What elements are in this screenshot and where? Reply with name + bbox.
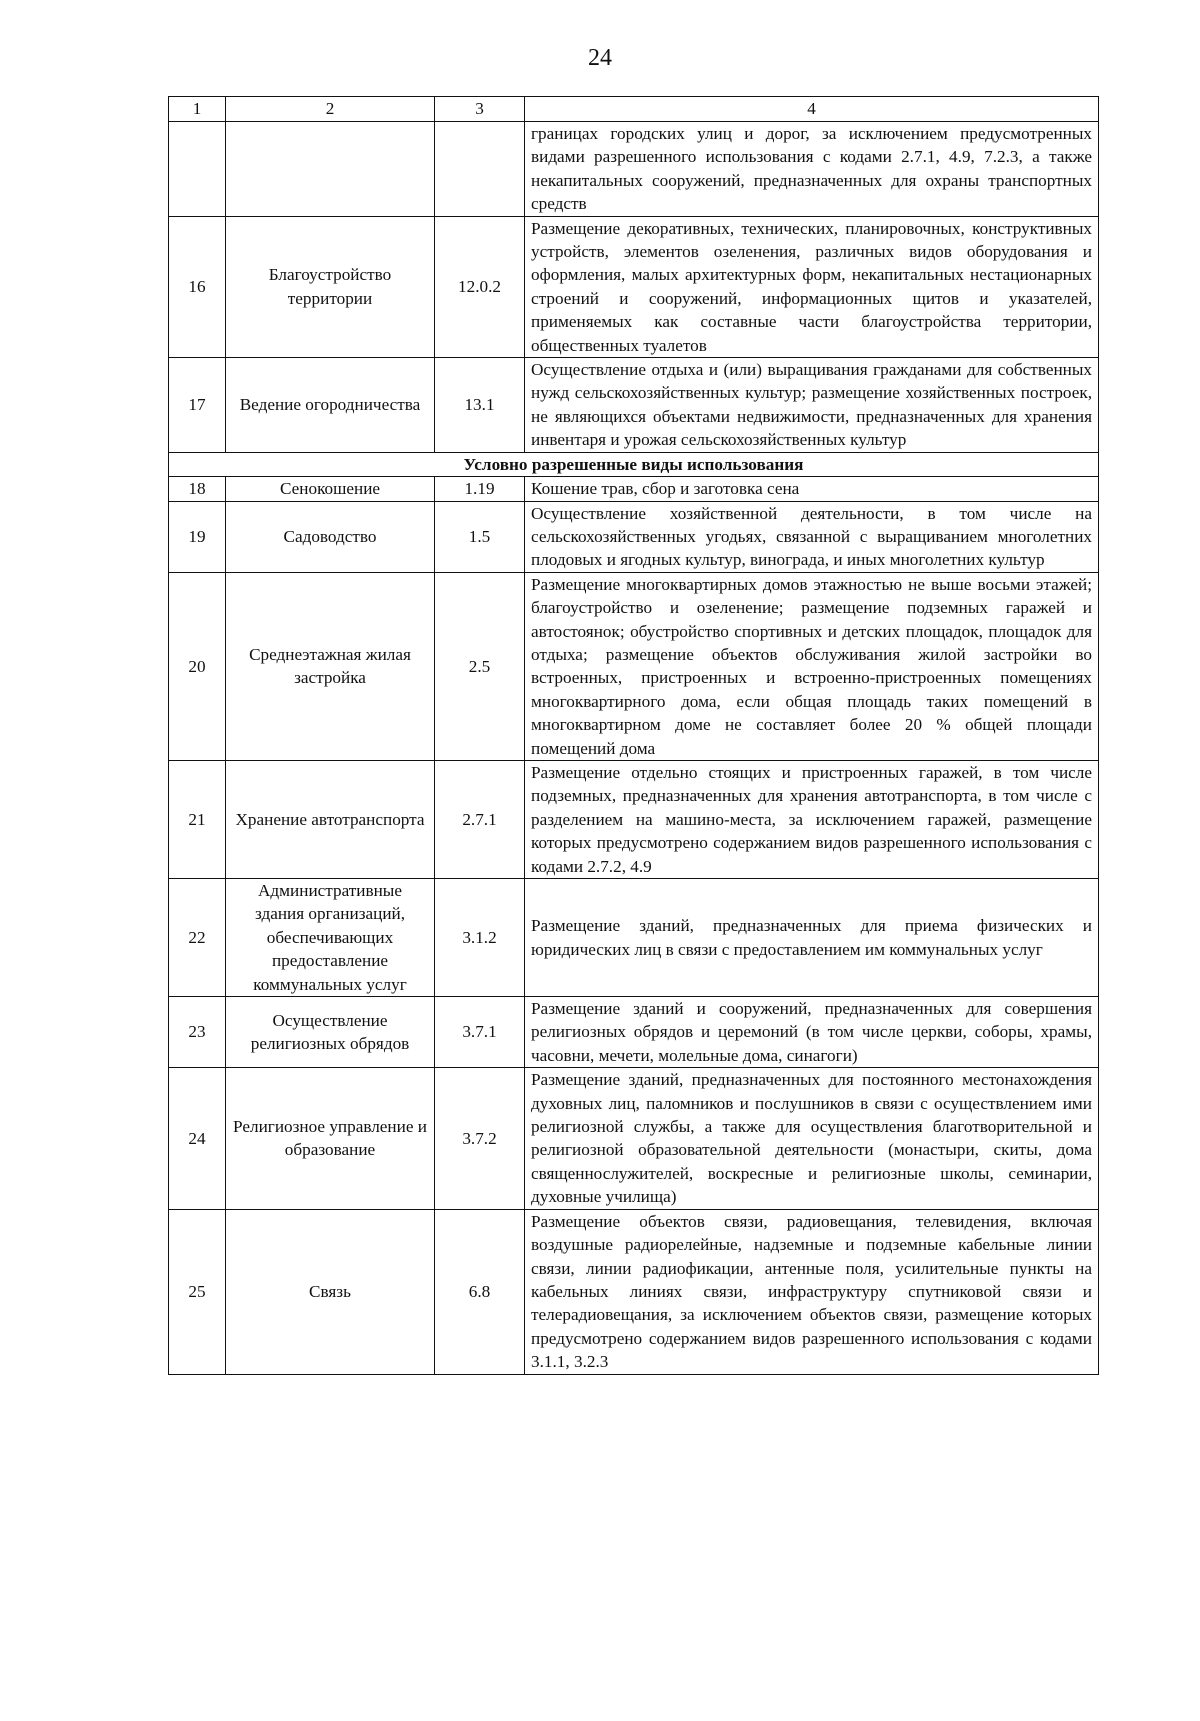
- table-row: [169, 997, 1099, 1068]
- use-type-name: Благоустройство территории: [226, 216, 435, 357]
- use-type-description: Размещение зданий, предназначенных для приема физических и юридических лиц в связи с предоставлением им коммунальных услуг: [525, 879, 1099, 997]
- use-type-code: 6.8: [435, 1209, 525, 1374]
- continuation-text: границах городских улиц и дорог, за исключением предусмотренных видами разрешенного использования с кодами 2.7.1, 4.9, 7.2.3, а также некапитальных сооружений, предназначенных для охраны транспортных средств: [525, 122, 1099, 217]
- use-type-code: 12.0.2: [435, 216, 525, 357]
- row-number: 16: [169, 216, 226, 357]
- use-type-name: Связь: [226, 1209, 435, 1374]
- use-type-code: 3.1.2: [435, 879, 525, 997]
- table-row: [169, 760, 1099, 878]
- table-header: [169, 97, 1099, 122]
- use-type-name: Сенокошение: [226, 477, 435, 501]
- use-type-name: Среднеэтажная жилая застройка: [226, 572, 435, 760]
- header-col-2: 2: [226, 97, 435, 122]
- use-type-name: Ведение огородничества: [226, 358, 435, 453]
- table-body: [169, 122, 1099, 1375]
- row-number: 23: [169, 997, 226, 1068]
- use-type-name: Административные здания организаций, обеспечивающих предоставление коммунальных услуг: [226, 879, 435, 997]
- use-type-name: Хранение автотранспорта: [226, 760, 435, 878]
- use-type-code: 2.7.1: [435, 760, 525, 878]
- header-row: [169, 97, 1099, 122]
- use-type-name: Религиозное управление и образование: [226, 1068, 435, 1209]
- row-number: 21: [169, 760, 226, 878]
- header-col-1: 1: [169, 97, 226, 122]
- empty-cell: [169, 122, 226, 217]
- use-type-description: Кошение трав, сбор и заготовка сена: [525, 477, 1099, 501]
- use-type-code: 13.1: [435, 358, 525, 453]
- use-type-description: Осуществление хозяйственной деятельности, в том числе на сельскохозяйственных угодьях, связанной с выращиванием многолетних плодовых и ягодных культур, винограда, и иных многолетних культур: [525, 501, 1099, 572]
- use-type-code: 3.7.1: [435, 997, 525, 1068]
- use-type-description: Размещение многоквартирных домов этажностью не выше восьми этажей; благоустройство и озеленение; размещение подземных гаражей и автостоянок; обустройство спортивных и детских площадок, площадок для отдыха; размещение объектов обслуживания жилой застройки во встроенных, пристроенных и встроенно-пристроенных помещениях многоквартирного дома, если общая площадь таких помещений в многоквартирном доме не составляет более 20 % общей площади помещений дома: [525, 572, 1099, 760]
- header-col-3: 3: [435, 97, 525, 122]
- page-number: 24: [588, 45, 612, 71]
- land-use-table: [168, 96, 1099, 1375]
- use-type-description: Размещение зданий, предназначенных для постоянного местонахождения духовных лиц, паломников и послушников в связи с осуществлением ими религиозной службы, а также для осуществления благотворительной и религиозной образовательной деятельности (монастыри, скиты, дома священнослужителей, воскресные и религиозные школы, семинарии, духовные училища): [525, 1068, 1099, 1209]
- table-row: [169, 477, 1099, 501]
- section-title: Условно разрешенные виды использования: [169, 452, 1099, 476]
- use-type-description: Размещение декоративных, технических, планировочных, конструктивных устройств, элементов озеленения, различных видов оборудования и оформления, малых архитектурных форм, некапитальных нестационарных строений и сооружений, информационных щитов и указателей, применяемых как составные части благоустройства территории, общественных туалетов: [525, 216, 1099, 357]
- use-type-code: 3.7.2: [435, 1068, 525, 1209]
- row-number: 22: [169, 879, 226, 997]
- use-type-name: Садоводство: [226, 501, 435, 572]
- row-number: 25: [169, 1209, 226, 1374]
- use-type-code: 1.5: [435, 501, 525, 572]
- use-type-description: Размещение объектов связи, радиовещания, телевидения, включая воздушные радиорелейные, надземные и подземные кабельные линии связи, линии радиофикации, антенные поля, усилительные пункты на кабельных линиях связи, инфраструктуру спутниковой связи и телерадиовещания, за исключением объектов связи, размещение которых предусмотрено содержанием видов разрешенного использования с кодами 3.1.1, 3.2.3: [525, 1209, 1099, 1374]
- section-row: [169, 452, 1099, 476]
- row-number: 18: [169, 477, 226, 501]
- row-number: 20: [169, 572, 226, 760]
- use-type-description: Размещение отдельно стоящих и пристроенных гаражей, в том числе подземных, предназначенных для хранения автотранспорта, в том числе с разделением на машино-места, за исключением гаражей, размещение которых предусмотрено содержанием видов разрешенного использования с кодами 2.7.2, 4.9: [525, 760, 1099, 878]
- row-number: 17: [169, 358, 226, 453]
- table-row: [169, 216, 1099, 357]
- table-row: [169, 501, 1099, 572]
- use-type-code: 2.5: [435, 572, 525, 760]
- header-col-4: 4: [525, 97, 1099, 122]
- continuation-row: [169, 122, 1099, 217]
- table-row: [169, 358, 1099, 453]
- row-number: 24: [169, 1068, 226, 1209]
- use-type-code: 1.19: [435, 477, 525, 501]
- empty-cell: [435, 122, 525, 217]
- table-row: [169, 879, 1099, 997]
- table-row: [169, 1209, 1099, 1374]
- table-row: [169, 1068, 1099, 1209]
- table-row: [169, 572, 1099, 760]
- row-number: 19: [169, 501, 226, 572]
- use-type-description: Осуществление отдыха и (или) выращивания гражданами для собственных нужд сельскохозяйственных культур; размещение хозяйственных построек, не являющихся объектами недвижимости, предназначенных для хранения инвентаря и урожая сельскохозяйственных культур: [525, 358, 1099, 453]
- empty-cell: [226, 122, 435, 217]
- use-type-name: Осуществление религиозных обрядов: [226, 997, 435, 1068]
- use-type-description: Размещение зданий и сооружений, предназначенных для совершения религиозных обрядов и церемоний (в том числе церкви, соборы, храмы, часовни, мечети, молельные дома, синагоги): [525, 997, 1099, 1068]
